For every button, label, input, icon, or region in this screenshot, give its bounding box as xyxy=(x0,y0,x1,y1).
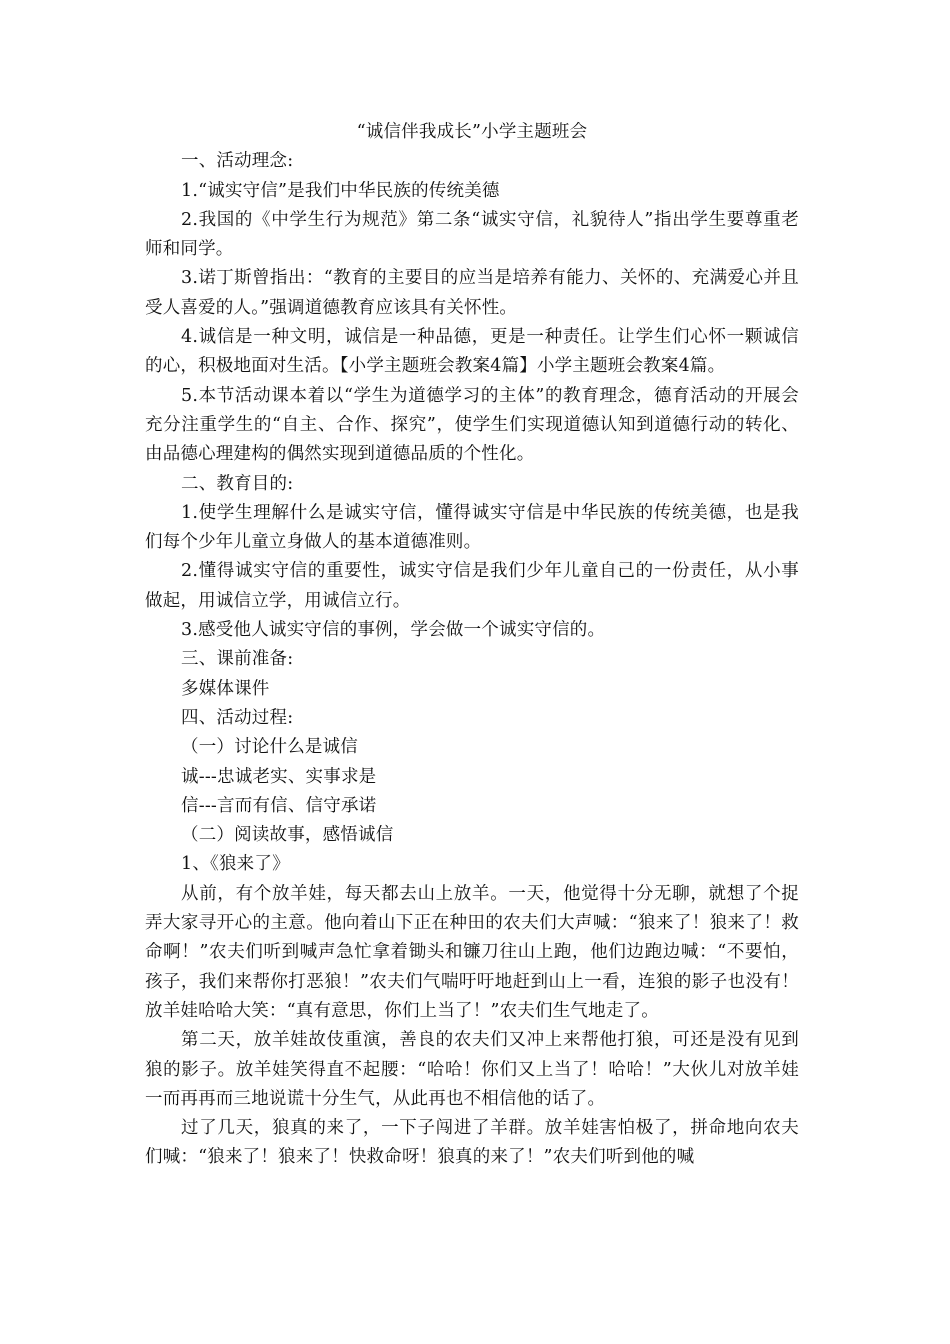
subsection-heading: （一）讨论什么是诚信 xyxy=(181,737,358,758)
document-title: “诚信伴我成长”小学主题班会 xyxy=(356,122,588,142)
document-page xyxy=(145,118,799,1173)
paragraph: 多媒体课件 xyxy=(181,678,270,699)
paragraph: 1.“诚实守信”是我们中华民族的传统美德 xyxy=(181,180,500,201)
subsection-heading: （二）阅读故事，感悟诚信 xyxy=(181,825,394,846)
paragraph: 4.诚信是一种文明，诚信是一种品德，更是一种责任。让学生们心怀一颗诚信的心，积极地面对生活。【小学主题班会教案4篇】小学主题班会教案4篇。 xyxy=(145,327,799,377)
paragraph: 5.本节活动课本着以“学生为道德学习的主体”的教育理念，德育活动的开展会充分注重学生的“自主、合作、探究”，使学生们实现道德认知到道德行动的转化、由品德心理建构的偶然实现到道德品质的个性化。 xyxy=(145,385,799,465)
story-paragraph: 从前，有个放羊娃，每天都去山上放羊。一天，他觉得十分无聊，就想了个捉弄大家寻开心的主意。他向着山下正在种田的农夫们大声喊：“狼来了！狼来了！救命啊！”农夫们听到喊声急忙拿着锄头和镰刀往山上跑，他们边跑边喊：“不要怕，孩子，我们来帮你打恶狼！”农夫们气喘吁吁地赶到山上一看，连狼的影子也没有！放羊娃哈哈大笑：“真有意思，你们上当了！”农夫们生气地走了。 xyxy=(145,883,799,1021)
paragraph: 2.我国的《中学生行为规范》第二条“诚实守信，礼貌待人”指出学生要尊重老师和同学。 xyxy=(145,209,799,260)
section-heading-concept: 一、活动理念: xyxy=(181,151,294,172)
paragraph: 1.使学生理解什么是诚实守信，懂得诚实守信是中华民族的传统美德，也是我们每个少年儿童立身做人的基本道德准则。 xyxy=(145,502,799,553)
section-heading-process: 四、活动过程: xyxy=(181,707,294,728)
story-paragraph: 第二天，放羊娃故伎重演，善良的农夫们又冲上来帮他打狼，可还是没有见到狼的影子。放羊娃笑得直不起腰：“哈哈！你们又上当了！哈哈！”大伙儿对放羊娃一而再再而三地说谎十分生气，从此再也不相信他的话了。 xyxy=(145,1030,799,1109)
story-paragraph: 过了几天，狼真的来了，一下子闯进了羊群。放羊娃害怕极了，拼命地向农夫们喊：“狼来了！狼来了！快救命呀！狼真的来了！”农夫们听到他的喊 xyxy=(145,1118,799,1168)
story-title: 1、《狼来了》 xyxy=(181,854,290,875)
definition-line: 信---言而有信、信守承诺 xyxy=(181,795,377,816)
section-heading-purpose: 二、教育目的: xyxy=(181,473,294,494)
definition-line: 诚---忠诚老实、实事求是 xyxy=(181,766,377,787)
paragraph: 3.诺丁斯曾指出：“教育的主要目的应当是培养有能力、关怀的、充满爱心并且受人喜爱的人。”强调道德教育应该具有关怀性。 xyxy=(145,268,799,318)
paragraph: 2.懂得诚实守信的重要性，诚实守信是我们少年儿童自己的一份责任，从小事做起，用诚信立学，用诚信立行。 xyxy=(145,561,799,611)
section-heading-preparation: 三、课前准备: xyxy=(181,649,294,670)
paragraph: 3.感受他人诚实守信的事例，学会做一个诚实守信的。 xyxy=(181,620,606,641)
